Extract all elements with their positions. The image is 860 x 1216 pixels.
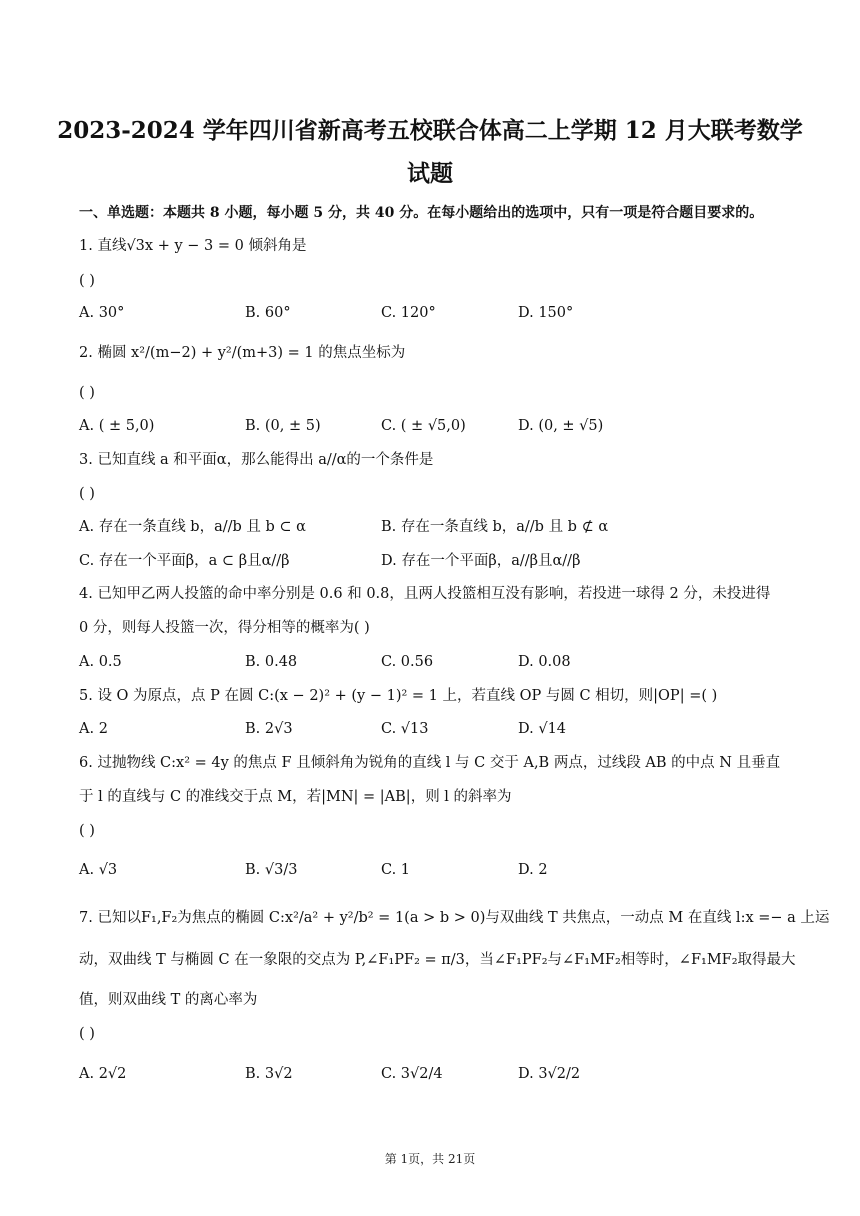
question-1-option-c: C. 120° [381,305,436,321]
question-1-option-b: B. 60° [245,305,291,321]
question-5-option-d: D. √14 [518,721,567,737]
question-2-option-d: D. (0, ± √5) [518,418,604,434]
question-2-option-b: B. (0, ± 5) [245,418,321,434]
question-4-option-a: A. 0.5 [79,654,122,670]
question-3-option-a: A. 存在一条直线 b，a//b 且 b ⊂ α [79,519,306,535]
question-7-stem-line1: 7. 已知以F₁,F₂为焦点的椭圆 C:x²/a² + y²/b² = 1(a > b > 0)与双曲线 T 共焦点，一动点 M 在直线 l:x =− a 上运 [79,910,830,926]
question-7-option-d: D. 3√2/2 [518,1066,581,1082]
document-title-line1: 2023-2024 学年四川省新高考五校联合体高二上学期 12 月大联考数学 [57,117,803,144]
question-4-stem-line1: 4. 已知甲乙两人投篮的命中率分别是 0.6 和 0.8，且两人投篮相互没有影响，若投进一球得 2 分，未投进得 [79,586,771,602]
question-2-answer-bracket: ( ) [79,385,95,401]
question-5-option-c: C. √13 [381,721,429,737]
question-2-option-a: A. ( ± 5,0) [79,418,155,434]
question-4-option-b: B. 0.48 [245,654,298,670]
question-2-stem: 2. 椭圆 x²/(m−2) + y²/(m+3) = 1 的焦点坐标为 [79,345,406,361]
question-7-stem-line2: 动，双曲线 T 与椭圆 C 在一象限的交点为 P,∠F₁PF₂ = π/3，当∠F₁PF₂与∠F₁MF₂相等时，∠F₁MF₂取得最大 [79,952,796,968]
document-title-line2: 试题 [407,160,453,187]
question-3-option-b: B. 存在一条直线 b，a//b 且 b ⊄ α [381,519,609,535]
question-1-answer-bracket: ( ) [79,273,95,289]
question-1-option-d: D. 150° [518,305,574,321]
question-1-option-a: A. 30° [79,305,125,321]
question-1-stem: 1. 直线√3x + y − 3 = 0 倾斜角是 [79,238,307,254]
question-7-stem-line3: 值，则双曲线 T 的离心率为 [79,992,258,1008]
page-footer: 第 1页，共 21页 [384,1152,476,1166]
question-5-option-a: A. 2 [79,721,108,737]
question-7-option-b: B. 3√2 [245,1066,293,1082]
question-6-option-c: C. 1 [381,862,411,878]
question-2-option-c: C. ( ± √5,0) [381,418,466,434]
section-heading: 一、单选题：本题共 8 小题，每小题 5 分，共 40 分。在每小题给出的选项中，只有一项是符合题目要求的。 [79,205,764,221]
question-6-option-a: A. √3 [79,862,118,878]
question-3-stem: 3. 已知直线 a 和平面α，那么能得出 a//α的一个条件是 [79,452,434,468]
question-7-answer-bracket: ( ) [79,1026,95,1042]
question-4-option-c: C. 0.56 [381,654,434,670]
question-3-answer-bracket: ( ) [79,486,95,502]
question-7-option-c: C. 3√2/4 [381,1066,443,1082]
question-6-option-b: B. √3/3 [245,862,298,878]
question-5-option-b: B. 2√3 [245,721,293,737]
question-5-stem: 5. 设 O 为原点，点 P 在圆 C:(x − 2)² + (y − 1)² = 1 上，若直线 OP 与圆 C 相切，则|OP| =( ) [79,688,718,704]
question-3-option-c: C. 存在一个平面β，a ⊂ β且α//β [79,553,290,569]
question-4-option-d: D. 0.08 [518,654,571,670]
question-6-option-d: D. 2 [518,862,548,878]
question-7-option-a: A. 2√2 [79,1066,127,1082]
question-6-answer-bracket: ( ) [79,823,95,839]
question-3-option-d: D. 存在一个平面β，a//β且α//β [381,553,581,569]
question-6-stem-line1: 6. 过抛物线 C:x² = 4y 的焦点 F 且倾斜角为锐角的直线 l 与 C 交于 A,B 两点，过线段 AB 的中点 N 且垂直 [79,755,781,771]
question-4-stem-line2: 0 分，则每人投篮一次，得分相等的概率为( ) [79,620,370,636]
question-6-stem-line2: 于 l 的直线与 C 的准线交于点 M，若|MN| = |AB|，则 l 的斜率为 [79,789,512,805]
